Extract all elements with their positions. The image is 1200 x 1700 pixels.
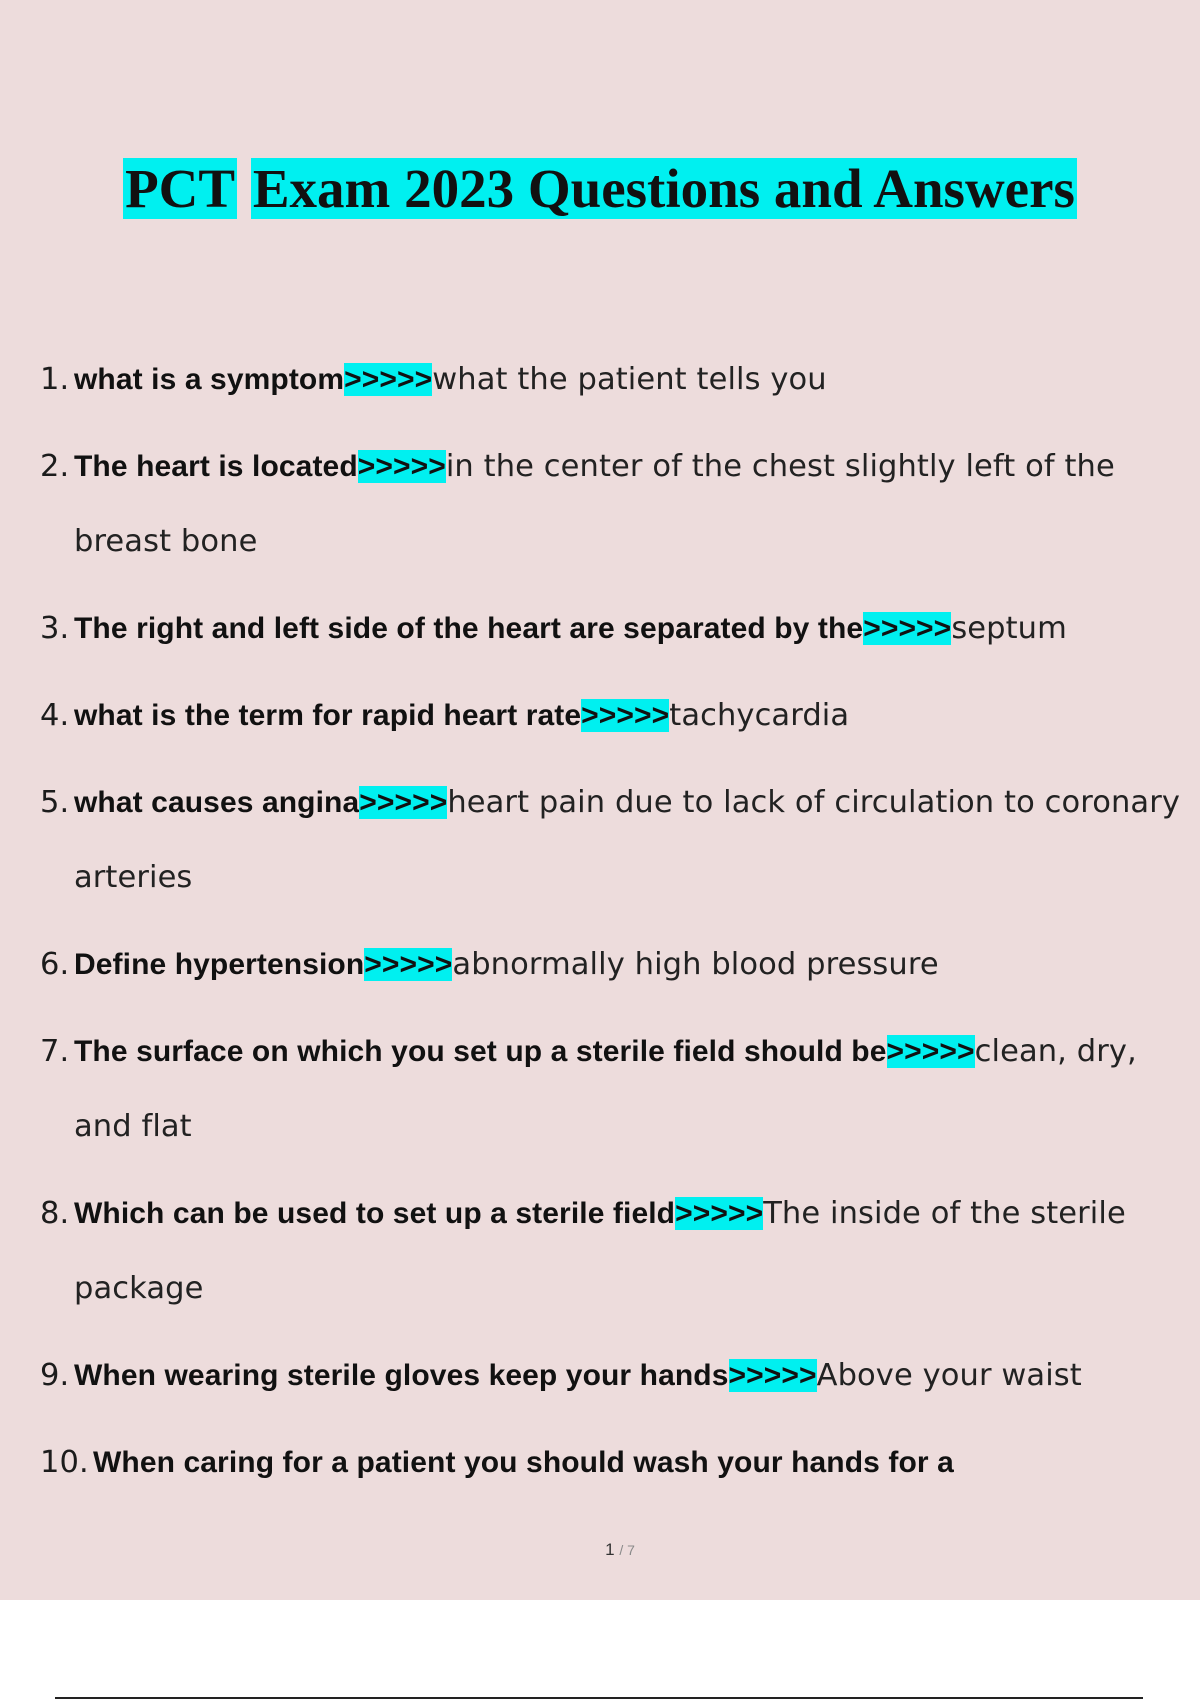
answer-separator: >>>>> — [863, 612, 952, 645]
answer-separator: >>>>> — [728, 1359, 817, 1392]
item-number: 5. — [40, 785, 70, 820]
answer-separator: >>>>> — [359, 786, 448, 819]
list-item — [40, 342, 1190, 417]
item-number: 6. — [40, 947, 70, 982]
page-indicator — [0, 1540, 1200, 1560]
answer-text: clean, dry, and flat — [74, 1034, 1137, 1144]
answer-text: in the center of the chest slightly left of the breast bone — [74, 449, 1115, 559]
question-text: what is the term for rapid heart rate — [74, 699, 582, 732]
item-number: 4. — [40, 698, 70, 733]
list-item — [40, 678, 1190, 753]
page-current: 1 — [605, 1540, 615, 1559]
answer-text: tachycardia — [669, 698, 850, 733]
list-item — [40, 429, 1190, 579]
item-number: 1. — [40, 362, 70, 397]
answer-separator: >>>>> — [675, 1197, 764, 1230]
list-item — [40, 1014, 1190, 1164]
question-text: When wearing sterile gloves keep your hands — [74, 1359, 729, 1392]
list-item — [40, 927, 1190, 1002]
answer-separator: >>>>> — [886, 1035, 975, 1068]
list-item — [40, 591, 1190, 666]
answer-text: what the patient tells you — [432, 362, 827, 397]
page-title — [0, 155, 1200, 223]
question-text: Define hypertension — [74, 948, 365, 981]
answer-separator: >>>>> — [357, 450, 446, 483]
list-item — [40, 765, 1190, 915]
item-number: 3. — [40, 611, 70, 646]
item-number: 2. — [40, 449, 70, 484]
answer-text: Above your waist — [816, 1358, 1082, 1393]
title-highlight-pct: PCT — [125, 158, 236, 219]
title-highlight-rest: Exam 2023 Questions and Answers — [252, 158, 1075, 219]
question-text: The heart is located — [74, 450, 358, 483]
answer-text: heart pain due to lack of circulation to coronary arteries — [74, 785, 1180, 895]
question-text: what is a symptom — [74, 363, 345, 396]
page-total: / 7 — [619, 1542, 635, 1558]
answer-separator: >>>>> — [581, 699, 670, 732]
question-text: When caring for a patient you should wash your hands for a — [93, 1446, 954, 1479]
answer-separator: >>>>> — [364, 948, 453, 981]
item-number: 7. — [40, 1034, 70, 1069]
answer-text: abnormally high blood pressure — [452, 947, 939, 982]
question-text: The surface on which you set up a sterile field should be — [74, 1035, 887, 1068]
answer-text: The inside of the sterile package — [74, 1196, 1126, 1306]
list-item — [40, 1338, 1190, 1413]
question-text: Which can be used to set up a sterile field — [74, 1197, 676, 1230]
answer-text: septum — [951, 611, 1067, 646]
question-list — [40, 342, 1190, 1512]
divider — [55, 1697, 1143, 1699]
question-text: what causes angina — [74, 786, 360, 819]
list-item — [40, 1176, 1190, 1326]
item-number: 10. — [40, 1445, 89, 1480]
list-item — [40, 1425, 1190, 1500]
item-number: 8. — [40, 1196, 70, 1231]
question-text: The right and left side of the heart are separated by the — [74, 612, 864, 645]
item-number: 9. — [40, 1358, 70, 1393]
answer-separator: >>>>> — [344, 363, 433, 396]
